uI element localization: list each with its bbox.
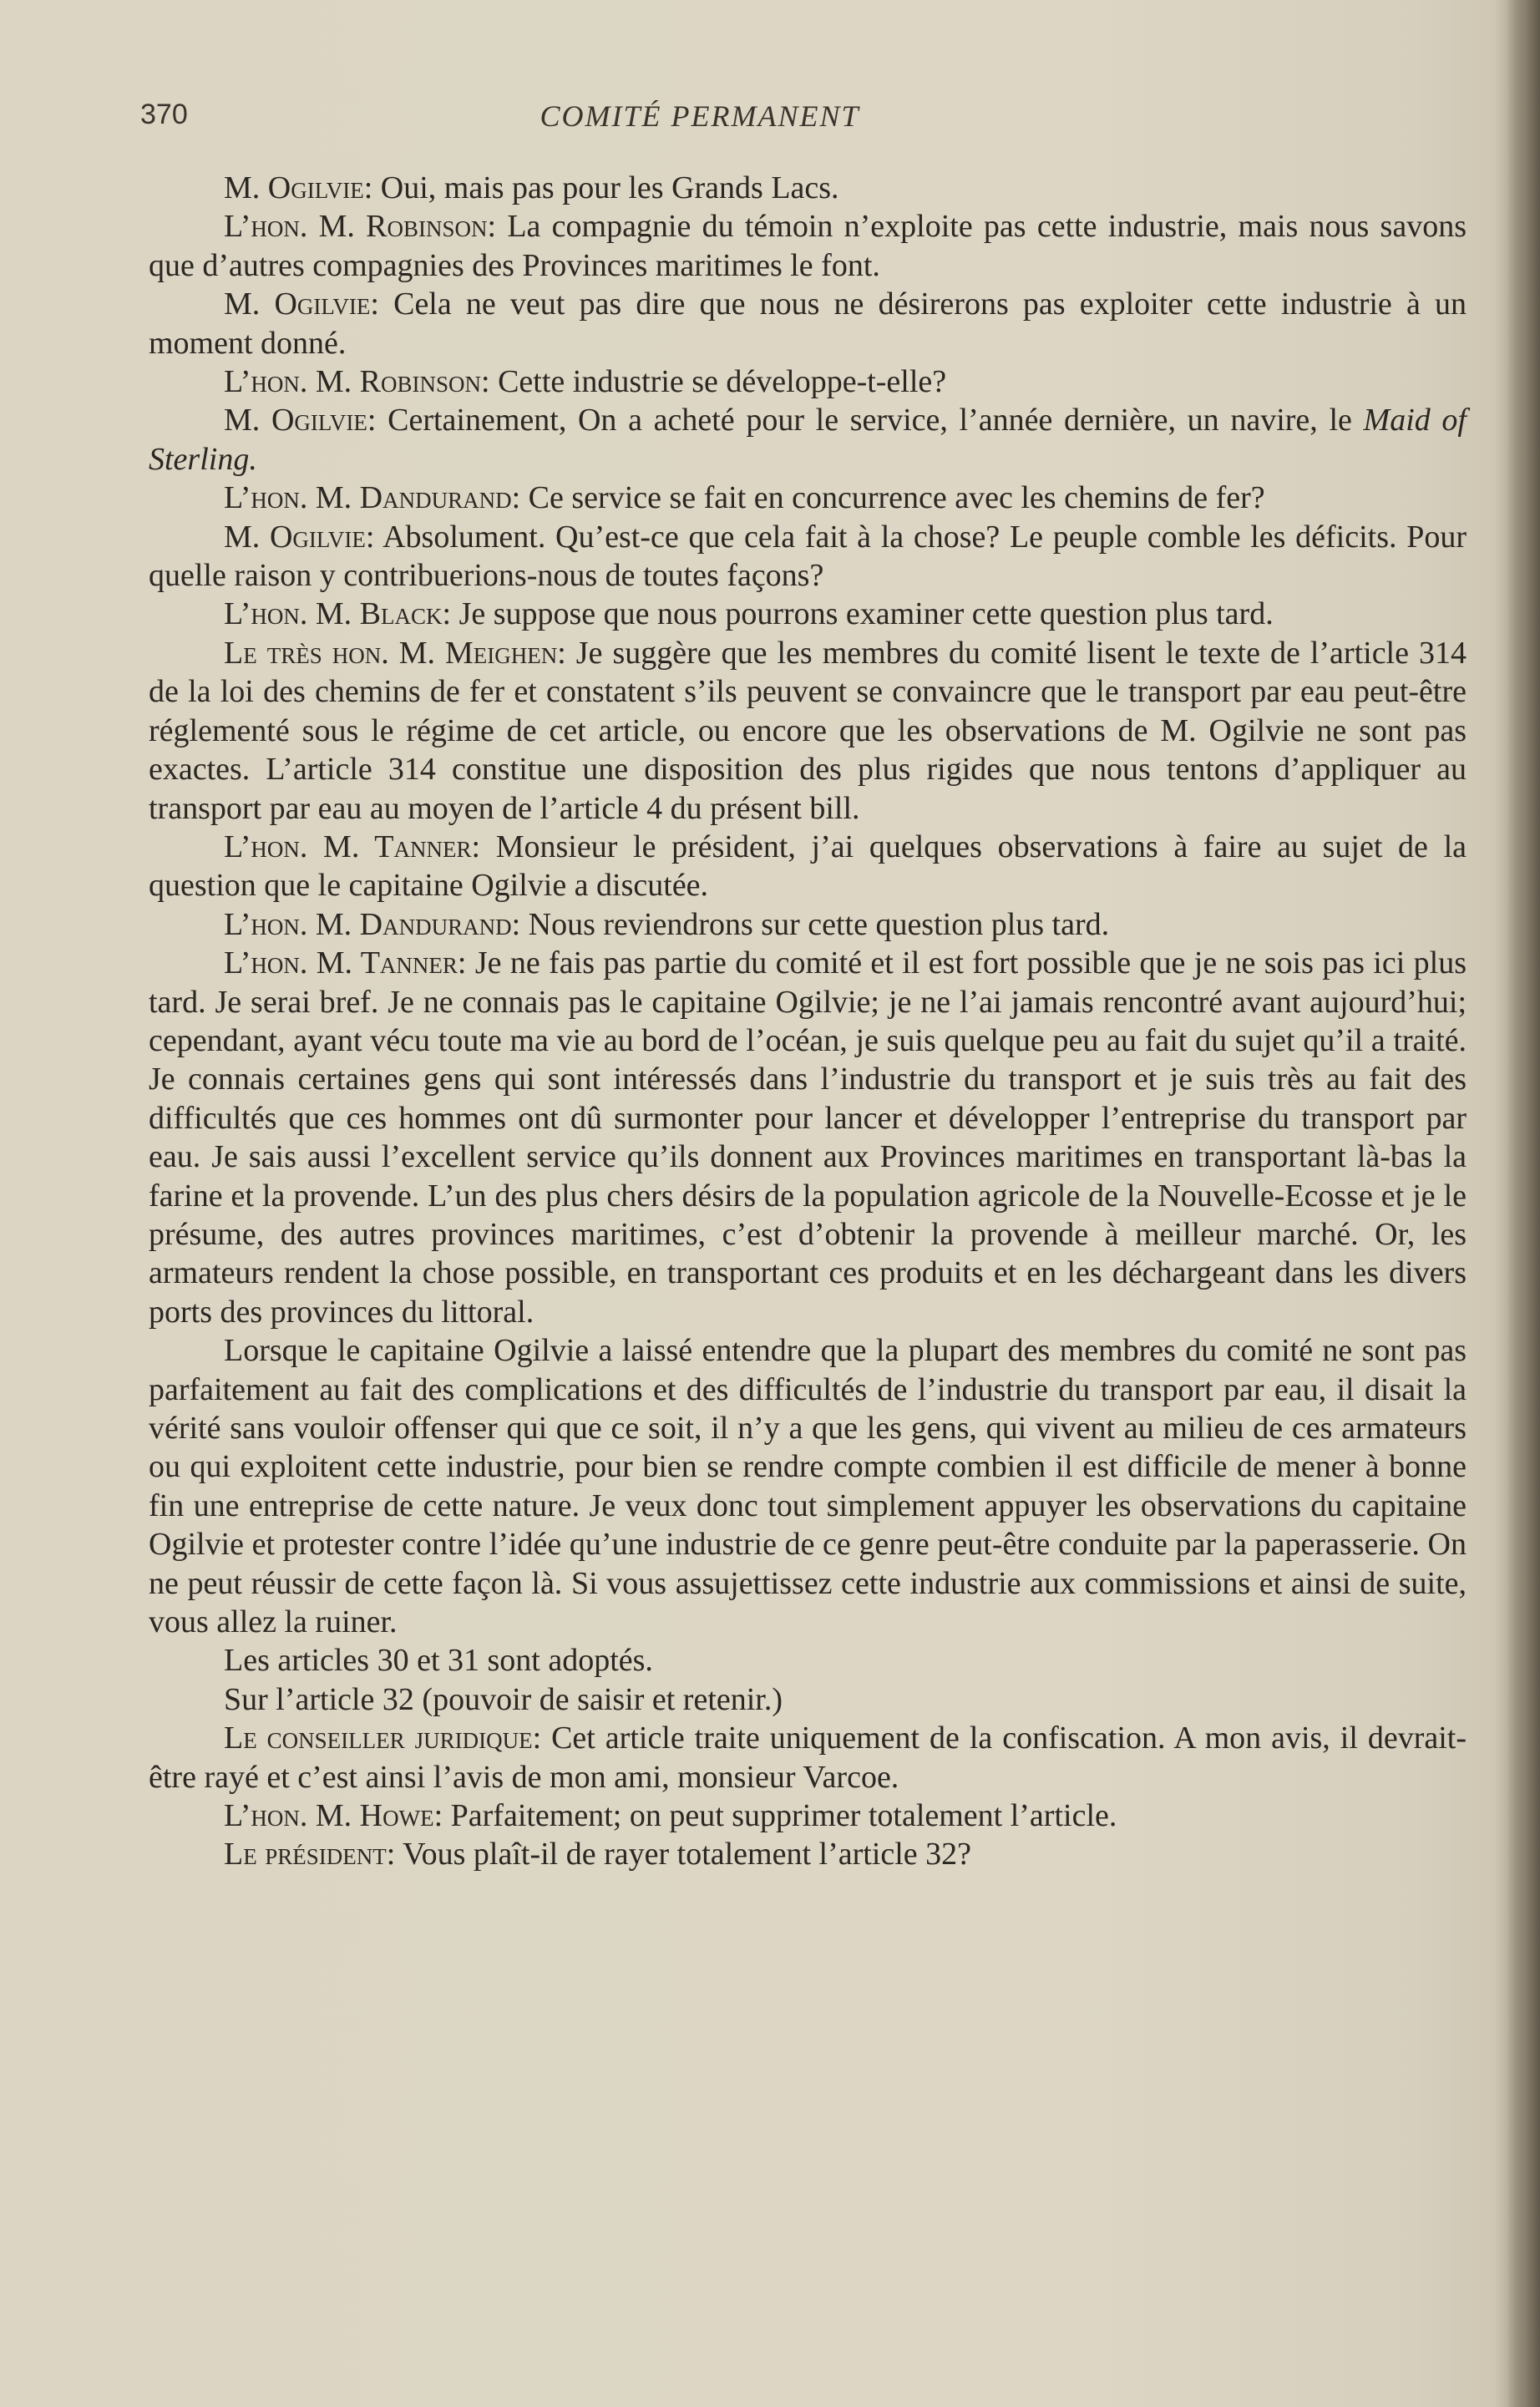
paragraph-text: Je ne fais pas partie du comité et il est fort possible que je ne sois pas ici plus tard. Je serai bref. Je ne connais pas le capitaine Ogilvie; je ne l’ai jamais rencontré avant aujourd’hui; cependant, ayant vécu toute ma vie au bord de l’océan, je suis quelque peu au fait du sujet qu’il a traité. Je connais certaines gens qui sont intéressés dans l’industrie du transport et je suis très au fait des difficultés que ces hommes ont dû surmonter pour lancer et développer l’entreprise du transport par eau. Je sais aussi l’excellent service qu’ils donnent aux Provinces maritimes en transportant là-bas la farine et la provende. L’un des plus chers désirs de la population agricole de la Nouvelle-Ecosse et je le présume, des autres provinces maritimes, c’est d’obtenir la provende à meilleur marché. Or, les armateurs rendent la chose possible, en transportant ces produits et en les déchargeant dans les divers ports des provinces du littoral. xyxy=(149,945,1467,1330)
paragraph xyxy=(149,1835,1467,1873)
paragraph-text: Je suppose que nous pourrons examiner cette question plus tard. xyxy=(451,596,1274,632)
paragraph-text: Sur l’article 32 (pouvoir de saisir et retenir.) xyxy=(224,1681,783,1717)
speaker-name: Le président: xyxy=(224,1837,396,1872)
paragraph-text: Vous plaît-il de rayer totalement l’article 32? xyxy=(395,1837,972,1872)
speaker-name: L’hon. M. Dandurand: xyxy=(224,480,521,516)
speaker-name: M. Ogilvie: xyxy=(224,170,373,205)
paragraph xyxy=(149,1331,1467,1641)
speaker-name: L’hon. M. Howe: xyxy=(224,1798,443,1834)
page-number: 370 xyxy=(140,99,188,130)
paragraph xyxy=(149,362,1467,401)
paragraph xyxy=(149,207,1467,285)
page-edge-shadow xyxy=(1507,0,1540,2407)
paragraph-text: Oui, mais pas pour les Grands Lacs. xyxy=(372,170,839,205)
paragraph xyxy=(149,1680,1467,1719)
paragraph-text: Parfaitement; on peut supprimer totalement l’article. xyxy=(443,1798,1117,1834)
ship-name: Maid of Sterling. xyxy=(149,403,1467,477)
paragraph xyxy=(149,401,1467,479)
speaker-name: M. Ogilvie: xyxy=(224,286,379,322)
paragraph xyxy=(149,285,1467,362)
speaker-name: L’hon. M. Robinson: xyxy=(224,209,497,245)
paragraph-text: Lorsque le capitaine Ogilvie a laissé entendre que la plupart des membres du comité ne sont pas parfaitement au fait des complications et des difficultés de l’industrie du transport par eau, il disait la vérité sans vouloir offenser qui que ce soit, il n’y a que les gens, qui vivent au milieu de ces armateurs ou qui exploitent cette industrie, pour bien se rendre compte combien il est difficile de mener à bonne fin une entreprise de cette nature. Je veux donc tout simplement appuyer les observations du capitaine Ogilvie et protester contre l’idée qu’une industrie de ce genre peut-être conduite par la paperasserie. On ne peut réussir de cette façon là. Si vous assujettissez cette industrie aux commissions et ainsi de suite, vous allez la ruiner. xyxy=(149,1333,1467,1640)
paragraph-text: Je suggère que les membres du comité lisent le texte de l’article 314 de la loi des chemins de fer et constatent s’ils peuvent se convaincre que le transport par eau peut-être réglementé sous le régime de cet article, ou encore que les observations de M. Ogilvie ne sont pas exactes. L’article 314 constitue une disposition des plus rigides que nous tentons d’appliquer au transport par eau au moyen de l’article 4 du présent bill. xyxy=(149,635,1467,826)
paragraph xyxy=(149,169,1467,207)
paragraph-text: La compagnie du témoin n’exploite pas cette industrie, mais nous savons que d’autres compagnies des Provinces maritimes le font. xyxy=(149,209,1467,283)
speaker-name: L’hon. M. Tanner: xyxy=(224,945,467,981)
speaker-name: L’hon. M. Robinson: xyxy=(224,364,490,400)
paragraph xyxy=(149,1641,1467,1680)
paragraph xyxy=(149,944,1467,1331)
paragraph-text: Cette industrie se développe-t-elle? xyxy=(489,364,947,400)
paragraph xyxy=(149,1796,1467,1835)
speaker-name: M. Ogilvie: xyxy=(224,403,377,438)
speaker-name: Le très hon. M. Meighen: xyxy=(224,635,566,671)
paragraph xyxy=(149,905,1467,944)
paragraph-text: Certainement, On a acheté pour le service, l’année dernière, un navire, le xyxy=(376,403,1364,438)
page-header xyxy=(140,99,1460,140)
paragraph xyxy=(149,479,1467,517)
body-text xyxy=(149,169,1467,1874)
speaker-name: Le conseiller juridique: xyxy=(224,1720,542,1756)
speaker-name: L’hon. M. Black: xyxy=(224,596,452,632)
paragraph-text: Les articles 30 et 31 sont adoptés. xyxy=(224,1643,653,1679)
running-title: COMITÉ PERMANENT xyxy=(540,99,860,133)
paragraph xyxy=(149,1719,1467,1796)
paragraph xyxy=(149,634,1467,828)
speaker-name: L’hon. M. Dandurand: xyxy=(224,906,521,942)
paragraph-text: Ce service se fait en concurrence avec les chemins de fer? xyxy=(520,480,1265,516)
speaker-name: M. Ogilvie: xyxy=(224,519,375,555)
paragraph-text: Absolument. Qu’est-ce que cela fait à la chose? Le peuple comble les déficits. Pour quelle raison y contribuerions-nous de toutes façons? xyxy=(149,519,1467,594)
paragraph xyxy=(149,828,1467,905)
paragraph-text: Cela ne veut pas dire que nous ne désirerons pas exploiter cette industrie à un moment donné. xyxy=(149,286,1467,361)
paragraph xyxy=(149,595,1467,633)
paragraph-text: Cet article traite uniquement de la confiscation. A mon avis, il devrait-être rayé et c’est ainsi l’avis de mon ami, monsieur Varcoe. xyxy=(149,1720,1467,1795)
paragraph-text: Monsieur le président, j’ai quelques observations à faire au sujet de la question que le capitaine Ogilvie a discutée. xyxy=(149,829,1467,904)
speaker-name: L’hon. M. Tanner: xyxy=(224,829,481,864)
paragraph-text: Nous reviendrons sur cette question plus tard. xyxy=(520,906,1110,942)
paragraph xyxy=(149,518,1467,595)
